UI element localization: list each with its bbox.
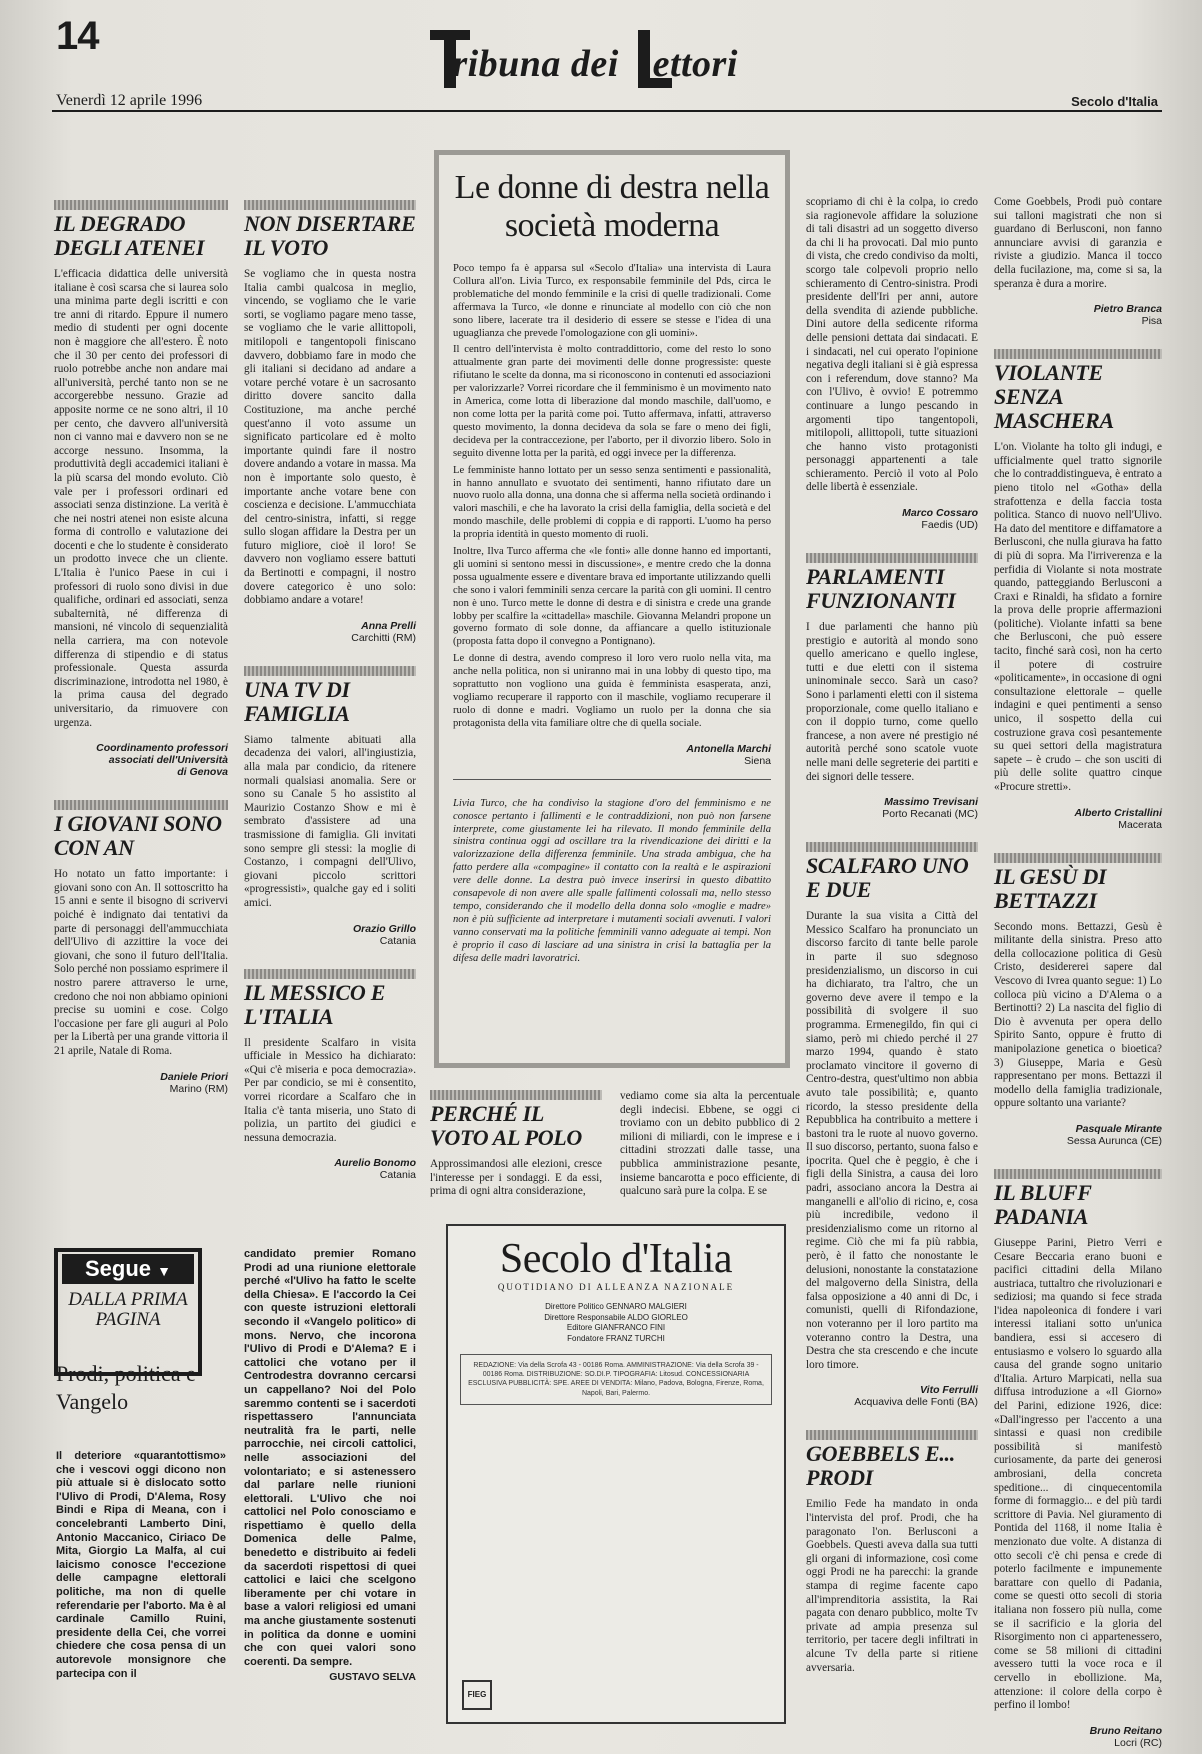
letter-degrado-atenei [54,200,228,778]
letter-signature: Pietro Branca [1093,303,1162,316]
headline-kicker [994,349,1162,359]
headline-kicker [994,1169,1162,1179]
perche-left-column [430,1090,602,1199]
letter-violante [994,349,1162,830]
letter-signature-place: Faedis (UD) [921,519,978,532]
header-rule [52,110,1162,112]
newspaper-logo: Secolo d'Italia [499,1236,733,1282]
headline-kicker [244,969,416,979]
letter-headline: IL GESÙ DI BETTAZZI [994,863,1107,913]
letter-headline: SCALFARO UNO E DUE [806,853,969,903]
letter-body: Secondo mons. Bettazzi, Gesù è militante della sinistra. Preso atto della collocazione politica di Gesù Cristo, desidererei sapere dal Vescovo di Ivrea quanto segue: 1) Lo colloca più vicino a D'Alema o a Bertinotti? 2) La nascita del figlio di Dio è avvenuta per opera dello Spirito Santo, oppure è frutto di manipolazione genetica o bioetica? 3) Giuseppe, Maria e Gesù rappresentano per mons. Bettazzi il modello della famiglia tradizionale, oppure soltanto una variante? [994,920,1162,1110]
letter-body: scopriamo di chi è la colpa, io credo sia ragionevole affidare la soluzione di tali disastri ad un soggetto diverso da chi li ha provocati. Dal mio punto di vista, che credo condiviso da molti, scorgo tale colpevoli proprio nello schieramento di Centro-sinistra. Prodi presidente dell'Iri per anni, autore della svendita di aziende pubbliche. Dini autore della sedicente riforma delle pensioni dettata dai sindacati. E i sindacati, nel cui operato l'opinione negativa degli italiani si è già espressa con i referendum, dove stanno? Ma con l'Ulivo, è ovvio! E potremmo continuare a lungo pescando in argomenti tipo tangentopoli, mitilopoli, allittopoli, tutte situazioni che hanno visto protagonisti personaggi appartenenti a tale schieramento. Perciò il voto al Polo delle libertà è essenziale. [806,196,978,494]
letter-messico-italia [244,969,416,1182]
headline-kicker [430,1090,602,1100]
letter-signature: Daniele Priori [160,1070,228,1083]
feature-paragraph: Inoltre, Ilva Turco afferma che «le fonti» alle donne hanno ed importanti, gli uomini si sentono messi in discussione», e mentre credo che la donna possa ugualmente essere e diventare brava ed importante utilizzando quelli che sono i valori femminili senza cercare la parità con gli uomini. Il centro non è uno. Turco mette le donne di destra e di sinistra e crede una grande lobby per scalfire la «cittadella» maschile. Giovanna Melandri propone un governo formato di sole donne, da affiancare a quello istituzionale (proposta fatta dopo il convegno a Pontignano). [453,546,771,648]
letter-body: L'efficacia didattica delle università italiane è così scarsa che si laurea solo una minima parte degli iscritti e con tre anni di ritardo. Eppure il numero medio di studenti per ogni docente non è maggiore che all'estero. È noto che il 30 per cento dei professori di ruolo potrebbe anche non andare mai all'università, perché tanto non se ne accorgerebbe nessuno. Grazie ad apposite norme ce ne sono altri, il 10 per cento, che davvero all'università non ci vanno mai e davvero non se ne accorge nessuno. Insomma, la produttività degli accademici italiani è la più scarsa del mondo evoluto. Ciò vale per i professori ordinari ed associati senza distinzione. La verità è che nei nostri atenei non esiste alcuna forma di controllo e valutazione dei docenti e che lo studente è considerato un prodotto invece che un cliente. L'Italia è l'unico Paese in cui i professori di ruolo sono divisi in due qualifiche, ordinari ed associati, senza subalternità, né differenza di mansioni, né vincolo di sequenzialità nella carriera, ma con notevole differenza di stipendio e di status professionale. Questa assurda discriminazione, introdotta nel 1980, è la prima causa del degrado universitario, da rimuovere con urgenza. [54,268,228,729]
letter-headline: NON DISERTARE IL VOTO [244,211,416,260]
feature-headline: Le donne di destra nella società moderna [454,169,770,244]
colophon-line: Editore GIANFRANCO FINI [566,1323,666,1332]
letter-gesu-bettazzi [994,853,1162,1147]
feature-paragraph: Le femministe hanno lottato per un sesso senza sentimenti e passionalità, in hanno annullato e svuotato dei sentimenti, hanno rifiutato dare un nuovo ruolo alla donna, una donna che si afferma nella società ordinando i valori maschili, e che ha lavorato la crisi della famiglia, della società e del mondo maschile, delle problemi di coppia e di rapporti. L'uomo ha perso la propria identità in questo momento di ruoli. [453,464,771,541]
letter-body: Giuseppe Parini, Pietro Verri e Cesare Beccaria erano buoni e pacifici cittadini della Milano austriaca, tuttaltro che rivoluzionari e sediziosi; ma quando si fece strada l'idea napoleonica di fondere i vari interessi italiani sotto un'unica bandiera, essi si accesero di entusiasmo e volsero lo sguardo alla causa del grande sogno unitario d'Italia. Arturo Marpicati, nella sua diffusa introduzione a «Il Giorno» del Parini, edizione 1926, dice: «Dall'ingresso per l'accento a una sintassi e quasi non credibile possibilità si manifestò curiosamente, da parte dei generosi ambrosiani, della concreta speditione... di cinquecentomila forme di formaggio... e del più tardi scrittore di Pavia. Nel giuramento di Pontida del 1168, il nome Italia è menzionato due volte. A distanza di otto secoli c'è chi pensa e crede di poterlo facilmente e impunemente barattare con quello di Padania, come se questi otto secoli di storia italiana non fossero più nulla, come se il sacrificio e la gloria del Risorgimento non ci appartenessero, come se 58 milioni di cittadini avessero tutti la voce roca e il cervello in ebollizione. Ma, attenzione: il colore della corpo è perfino il lombo! [994,1236,1162,1712]
letter-body: Durante la sua visita a Città del Messico Scalfaro ha pronunciato un discorso farcito di tante belle parole in parte il suo sdegnoso presidenzialismo, un discorso in cui ha dichiarato, tra l'altro, che un governo deve avere il tempo e la possibilità di svolgere il suo programma. Ermenegildo, fin qui ci siamo, però mi chiedo perché il 27 marzo 1994, quando è stato proclamato vincitore il governo di Centro-destra, quest'ultimo non abbia avuto tale possibilità; e, quanto ricordo, la stesso presidente della Repubblica ha contribuito a mettere i bastoni tra le ruote al nuovo governo. Il suo discorso, pertanto, suona falso e ipocrita. Quel che è peggio, è che i figli della Sinistra, a causa dei loro padri, associano ancora la Destra ai manganelli e all'olio di ricino, e, cosa più incredibile, vedono il presidenzialismo come un ritorno al regime. Ciò che mi fa più rabbia, però, è il fatto che nonostante le delusioni, nonostante la constatazione del malgoverno della Sinistra, della falsa opposizione a 40 anni di Dc, i comunisti, quelli di Rifondazione, non voteranno per il loro partito ma voteranno contro la Destra, una Destra che sta crescendo e che incute loro timore. [806,910,978,1371]
column-4 [806,196,978,1697]
segue-article-signature: GUSTAVO SELVA [329,1671,416,1684]
letter-body: Come Goebbels, Prodi può contare sui talloni magistrati che non si guardano di Berlusconi, non fanno annunciare avvisi di garanzia e riviste a giudizio. Manca il tocco della fucilazione, ma, come si sa, la speranza è dura a morire. [994,196,1162,290]
section-masthead [430,30,830,100]
letter-goebbels-prodi [806,1430,978,1675]
colophon-line: Fondatore FRANZ TURCHI [567,1333,665,1343]
letter-signature-place: Marino (RM) [169,1082,228,1095]
page-number: 14 [56,14,99,58]
letter-headline: GOEBBELS E... PRODI [806,1441,955,1491]
letter-signature-place: Carchitti (RM) [351,631,416,644]
column-1 [54,200,228,1117]
segue-article-body-continued [244,1248,416,1685]
letter-body: L'on. Violante ha tolto gli indugi, e ufficialmente quel tratto signorile che lo contraddistingueva, è entrato a pieno titolo nel «Gotha» della strafottenza e della faccia tosta politica. Stanco di nuovo nell'Ulivo. Ha dato del mentitore e diffamatore a Berlusconi, che nulla giurava ha fatto di più di sopra. Ma l'irriverenza e la perfidia di Violante si nota mostrate quando, patteggiando Berlusconi a Craxi e Rinaldi, ha sfidato a fornire la prova delle proprie affermazioni (politiche). Violante infatti sa bene che Berlusconi, che può essere tacito, finché sarà così, non ha certo il potere di costruire «politicamente», in occasione di ogni consultazione elettorale – quelle indagini e quei pentimenti a senso unico, il sospetto della cui costruzione grava così pesantemente su quei settori della magistratura sapete – è crudo – che son usciti di più delle solite quattro cinque «Procure stretti». [994,441,1162,793]
letter-body: Siamo talmente abituati alla decadenza dei valori, all'ingiustizia, alla mala par condicio, da ritenere normali qualsiasi anomalia. Sere or sono su Canale 5 ho assistito al Maurizio Costanzo Show e mi è sembrato d'assistere ad una trasmissione di famiglia. Gli invitati sono sempre gli stessi: la moglie di Costanzo, i compagni dell'Ulivo, giovani piccolo scrittori «progressisti», qualche gay ed i soliti amici. [244,733,416,909]
headline-kicker [244,666,416,676]
letter-body-continued: vediamo come sia alta la percentuale degli indecisi. Ebbene, se oggi ci troviamo con un debito pubblico di 2 milioni di miliardi, con le imprese e i cittadini strozzati dalle tasse, una pubblica amministrazione pesante, insieme bancarotta e poco efficiente, di qualcuno sarà pure la colpa. E se [620,1090,800,1198]
headline-kicker [54,800,228,810]
letter-body: Se vogliamo che in questa nostra Italia cambi qualcosa in meglio, vincendo, se vogliamo che le varie sorti, se vogliamo pagare meno tasse, se vogliamo che le varie allittopoli, mitilopoli e tangentopoli finiscano davvero, dobbiamo fare in modo che gli italiani si decidano ad andare a votare perché votare è un sacrosanto diritto dovere sancito dalla Costituzione, ma anche perché quest'anno il voto assume un significato particolare ed è molto importante quindi fare il nostro dovere andando a votare in massa. Ma non è importante solo questo, è importante anche votare bene con coscienza e decisione. L'ammucchiata del centro-sinistra, infatti, si regge sullo slogan affidare la Destra per un futuro migliore, cioè il loro! Se davvero non vogliamo essere battuti da Bertinotti e compagni, il nostro dovere categorico è uno solo: dobbiamo andare a votare! [244,268,416,607]
section-title [430,42,830,86]
letter-signature-place: Catania [379,1169,416,1182]
letter-signature: Pasquale Mirante [1075,1122,1162,1135]
letter-body: Ho notato un fatto importante: i giovani sono con An. Il sottoscritto ha 15 anni e sente il bisogno di scrivervi poiché è indignato dai tentativi da parte di personaggi dell'ammucchiata dell'Ulivo di azzittire la voce dei giovani, che sono il futuro dell'Italia. Solo perché non possiamo esprimere il nostro parere attraverso le urne, credono che noi non abbiamo opinioni precise su uomini e cose. Colgo l'occasione per fare gli auguri al Polo per la Libertà per una grande vittoria il 21 aprile, Natale di Roma. [54,868,228,1057]
letter-signature: Orazio Grillo [352,922,416,935]
segue-article-title: Prodi, politica e Vangelo [56,1361,196,1414]
headline-kicker [806,553,978,563]
letter-non-disertare [244,200,416,644]
section-title-mid: ribuna dei [452,43,629,85]
letter-headline: VIOLANTE SENZA MASCHERA [994,360,1114,434]
letter-signature-place: Pisa [1141,315,1162,328]
feature-paragraph: Il centro dell'intervista è molto contraddittorio, come del resto lo sono attualmente gran parte dei movimenti delle donne progressiste: queste rifiutano le scelte da donna, ma si riconoscono in contenuti ed associazioni per valorizzarle? Vorrei ricordare che il femminismo è un movimento nato in America, come lotta di liberazione dal mondo maschile, dall'uomo, e non come lotta per la parità come poi. Tutto affermava, infatti, attraverso questo movimento, la donna decideva da sola se fare o meno dei figli, decideva per la contraccezione, per l'aborto, per il divorzio libero. Solo in seguito divenne lotta per la parità, ed oggi invece per la differenza. [453,344,771,459]
letter-headline: I GIOVANI SONO CON AN [54,811,222,861]
headline-kicker [54,200,228,210]
letter-signature: Vito Ferrulli [920,1384,978,1397]
letter-parlamenti [806,553,978,820]
letter-continuation-cossaro [806,196,978,531]
letter-tv-famiglia [244,666,416,947]
section-title-end: ettori [652,43,738,85]
letter-signature-place: Porto Recanati (MC) [882,808,978,821]
letter-headline: IL DEGRADO DEGLI ATENEI [54,211,205,260]
segue-label [62,1254,194,1284]
letter-signature: Coordinamento professori associati dell'Università [96,742,228,767]
letter-signature-place: Acquaviva delle Fonti (BA) [854,1396,978,1409]
letter-body: Emilio Fede ha mandato in onda l'intervista del prof. Prodi, che ha paragonato l'on. Berlusconi a Goebbels. Questi aveva dalla sua tutti gli organi di informazione, così come oggi Prodi ne ha parecchi: la grande stampa di regime facente capo all'imprenditoria assistita, la Rai pagata con denaro pubblico, molte Tv private ad ampia presenza sul territorio, per tacere degli infiltrati in alcune Tv della parte si ritiene avversaria. [806,1498,978,1674]
colophon-details: REDAZIONE: Via della Scrofa 43 - 00186 Roma. AMMINISTRAZIONE: Via della Scrofa 39 - 00186 Roma. DISTRIBUZIONE: SO.DI.P. TIPOGRAFIA: Litosud. CONCESSIONARIA ESCLUSIVA PUBBLICITÀ: SPE. AREE DI VENDITA: Milano, Padova, Bologna, Firenze, Roma, Napoli, Bari, Palermo. [460,1354,772,1405]
letter-headline: UNA TV DI FAMIGLIA [244,676,350,726]
letter-signature-place: di Genova [177,766,228,779]
letter-perche-voto-polo [430,1090,802,1208]
feature-article-box [434,150,790,1068]
letter-body: I due parlamenti che hanno più prestigio e autorità al mondo sono quello americano e quello inglese, tutti e due eletti con il sistema uninominale secco. Sarà un caso? Sono i parlamenti eletti con il sistema proporzionale, come quello italiano e con il doppio turno, come quello francese, a non avere né prestigio né autorità perché sono scatole vuote nelle mani delle segreterie dei partiti e dei signori delle tessere. [806,621,978,783]
segue-dalla-prima-box [54,1248,202,1376]
editorial-reply: Livia Turco, che ha condiviso la stagione d'oro del femminismo e ne conosce pertanto i fallimenti e le contraddizioni, non può non farsene interprete, come giustamente lei ha rilevato. Il mondo femminile della sinistra continua oggi ad oscillare tra la rivendicazione dei diritti e la valorizzazione della differenza femminile. Una strada ambigua, che ha fatto perdere alla «compagine» il contatto con la realtà e le aspirazioni vere delle donne. La destra può invece inserirsi in questo dibattito consapevole di non avere alle spalle fallimenti colossali ma, nello stesso tempo, considerando che il modello della donna solo «moglie e madre» non è più sufficiente ad interpretare i mutamenti sociali avvenuti. I valori vanno conservati ma la politiche femminili vanno adeguate ai tempi. Non è proprio il caso di lasciare ad una sinistra in crisi la battaglia per la difesa delle madri lavoratrici. [453,797,771,964]
letter-headline: PARLAMENTI FUNZIONANTI [806,564,956,614]
letter-giovani-an [54,800,228,1094]
colophon-line: Direttore Politico GENNARO MALGIERI [545,1302,687,1311]
feature-paragraph: Poco tempo fa è apparsa sul «Secolo d'Italia» una intervista di Laura Collura all'on. Livia Turco, ex responsabile femminile del Pds, circa le problematiche del mondo femminile e la crisi di quelle tradizionali. Come affermava la Turco, «le donne e rinunciate al modello con ciò che non sono libere, lacerate tra il desiderio di essere se stesse e l'idea di una uguaglianza che prevede l'omologazione con gli uomini». [453,263,771,339]
letter-signature-place: Locri (RC) [1114,1736,1162,1749]
letter-headline: PERCHÉ IL VOTO AL POLO [430,1101,583,1150]
letter-signature: Massimo Trevisani [884,796,978,809]
letter-signature-place: Macerata [1118,818,1162,831]
feature-paragraph: Le donne di destra, avendo compreso il loro vero ruolo nella vita, ma anche nella politica, non si uniranno mai in una lobby di questo tipo, ma soprattutto non vogliono una guida è femminista esasperata, anzi, vogliamo recuperare il rapporto con il maschile, vogliamo recuperare il ruolo di donne e madri. Vogliamo un ruolo per la donna che sia protagonista della vita familiare oltre che di quella sociale. [453,653,771,729]
fieg-logo: FIEG [462,1680,492,1710]
letter-body: Il presidente Scalfaro in visita ufficiale in Messico ha dichiarato: «Qui c'è miseria e poca democrazia». Per par condicio, se mi è consentito, vorrei ricordare a Scalfaro che in Italia c'è tanta miseria, uno Stato di polizia, un partito dei giudici e nessuna democrazia. [244,1036,416,1144]
column-5 [994,196,1162,1754]
issue-date: Venerdì 12 aprile 1996 [56,92,203,109]
headline-kicker [806,842,978,852]
letter-signature: Bruno Reitano [1089,1724,1162,1737]
letter-headline: IL MESSICO E L'ITALIA [244,979,386,1029]
letter-continuation-branca [994,196,1162,327]
chevron-down-icon: ▼ [157,1263,171,1279]
letter-headline: IL BLUFF PADANIA [994,1179,1092,1229]
letter-body: Approssimandosi alle elezioni, cresce l'interesse per i sondaggi. E da essi, prima di ogni altra considerazione, [430,1158,602,1198]
letter-signature: Marco Cossaro [902,507,978,520]
headline-kicker [994,853,1162,863]
colophon-line: Direttore Responsabile ALDO GIORLEO [544,1312,688,1322]
publication-tag: Secolo d'Italia [1071,94,1158,109]
segue-article-body: Il deteriore «quarantottismo» che i vescovi oggi dicono non più attuale si è dislocato sotto l'Ulivo di Prodi, D'Alema, Rosy Bindi e Ripa di Meana, con i concelebranti Lamberto Dini, Antonio Maccanico, Ciriaco De Mita, Giorgio La Malfa, al cui laicismo conosce l'eccezione delle campagne elettorali politiche, ma non di quelle referendarie per l'aborto. Ma è al cardinale Camillo Ruini, presidente della Cei, che vorrei chiedere che cosa pensa di un autorevole monsignore che partecipa con il [56,1450,226,1680]
segue-label-text: Segue [84,1256,152,1281]
letter-signature: Aurelio Bonomo [334,1157,416,1170]
newspaper-subtitle: QUOTIDIANO DI ALLEANZA NAZIONALE [497,1282,735,1292]
letter-bluff-padania [994,1169,1162,1749]
feature-signature-place: Siena [744,754,771,767]
feature-divider [453,779,771,780]
letter-signature: Alberto Cristallini [1074,806,1162,819]
feature-signature: Antonella Marchi [686,742,771,755]
headline-kicker [244,200,416,210]
perche-right-column [620,1090,800,1199]
letter-signature-place: Catania [379,934,416,947]
letter-scalfaro [806,842,978,1408]
letter-signature-place: Sessa Aurunca (CE) [1066,1134,1162,1147]
segue-subtitle: DALLA PRIMA PAGINA [68,1289,188,1330]
headline-kicker [806,1430,978,1440]
colophon-box [446,1224,786,1724]
letter-signature: Anna Prelli [361,619,416,632]
column-2 [244,200,416,1203]
segue-article-text: candidato premier Romano Prodi ad una riunione elettorale perché «l'Ulivo ha fatto le scelte della Chiesa». E l'accordo la Cei con queste istruzioni elettorali secondo il «Vangelo politico» di mons. Nervo, che incorona l'Ulivo di Prodi e D'Alema? E i cattolici che votano per il Centrodestra dovranno cercarsi un cappellano? Noi del Polo saremmo contenti se i sacerdoti rispettassero l'annunciata neutralità fra le parti, nelle parrocchie, nei circoli cattolici, nelle associazioni del volontariato; e si astenessero dal parlare nelle riunioni elettorali. L'Ulivo che noi cattolici nel Polo conosciamo e rispettiamo è quello della Domenica delle Palme, benedetto e distribuito ai fedeli da sacerdoti rispettosi di quei cattolici e laici che scelgono liberamente per chi votare in base a valori religiosi ed umani ma anche giustamente sostenuti in politica da donne e uomini che con quei valori sono coerenti. Da sempre. [244,1248,416,1668]
